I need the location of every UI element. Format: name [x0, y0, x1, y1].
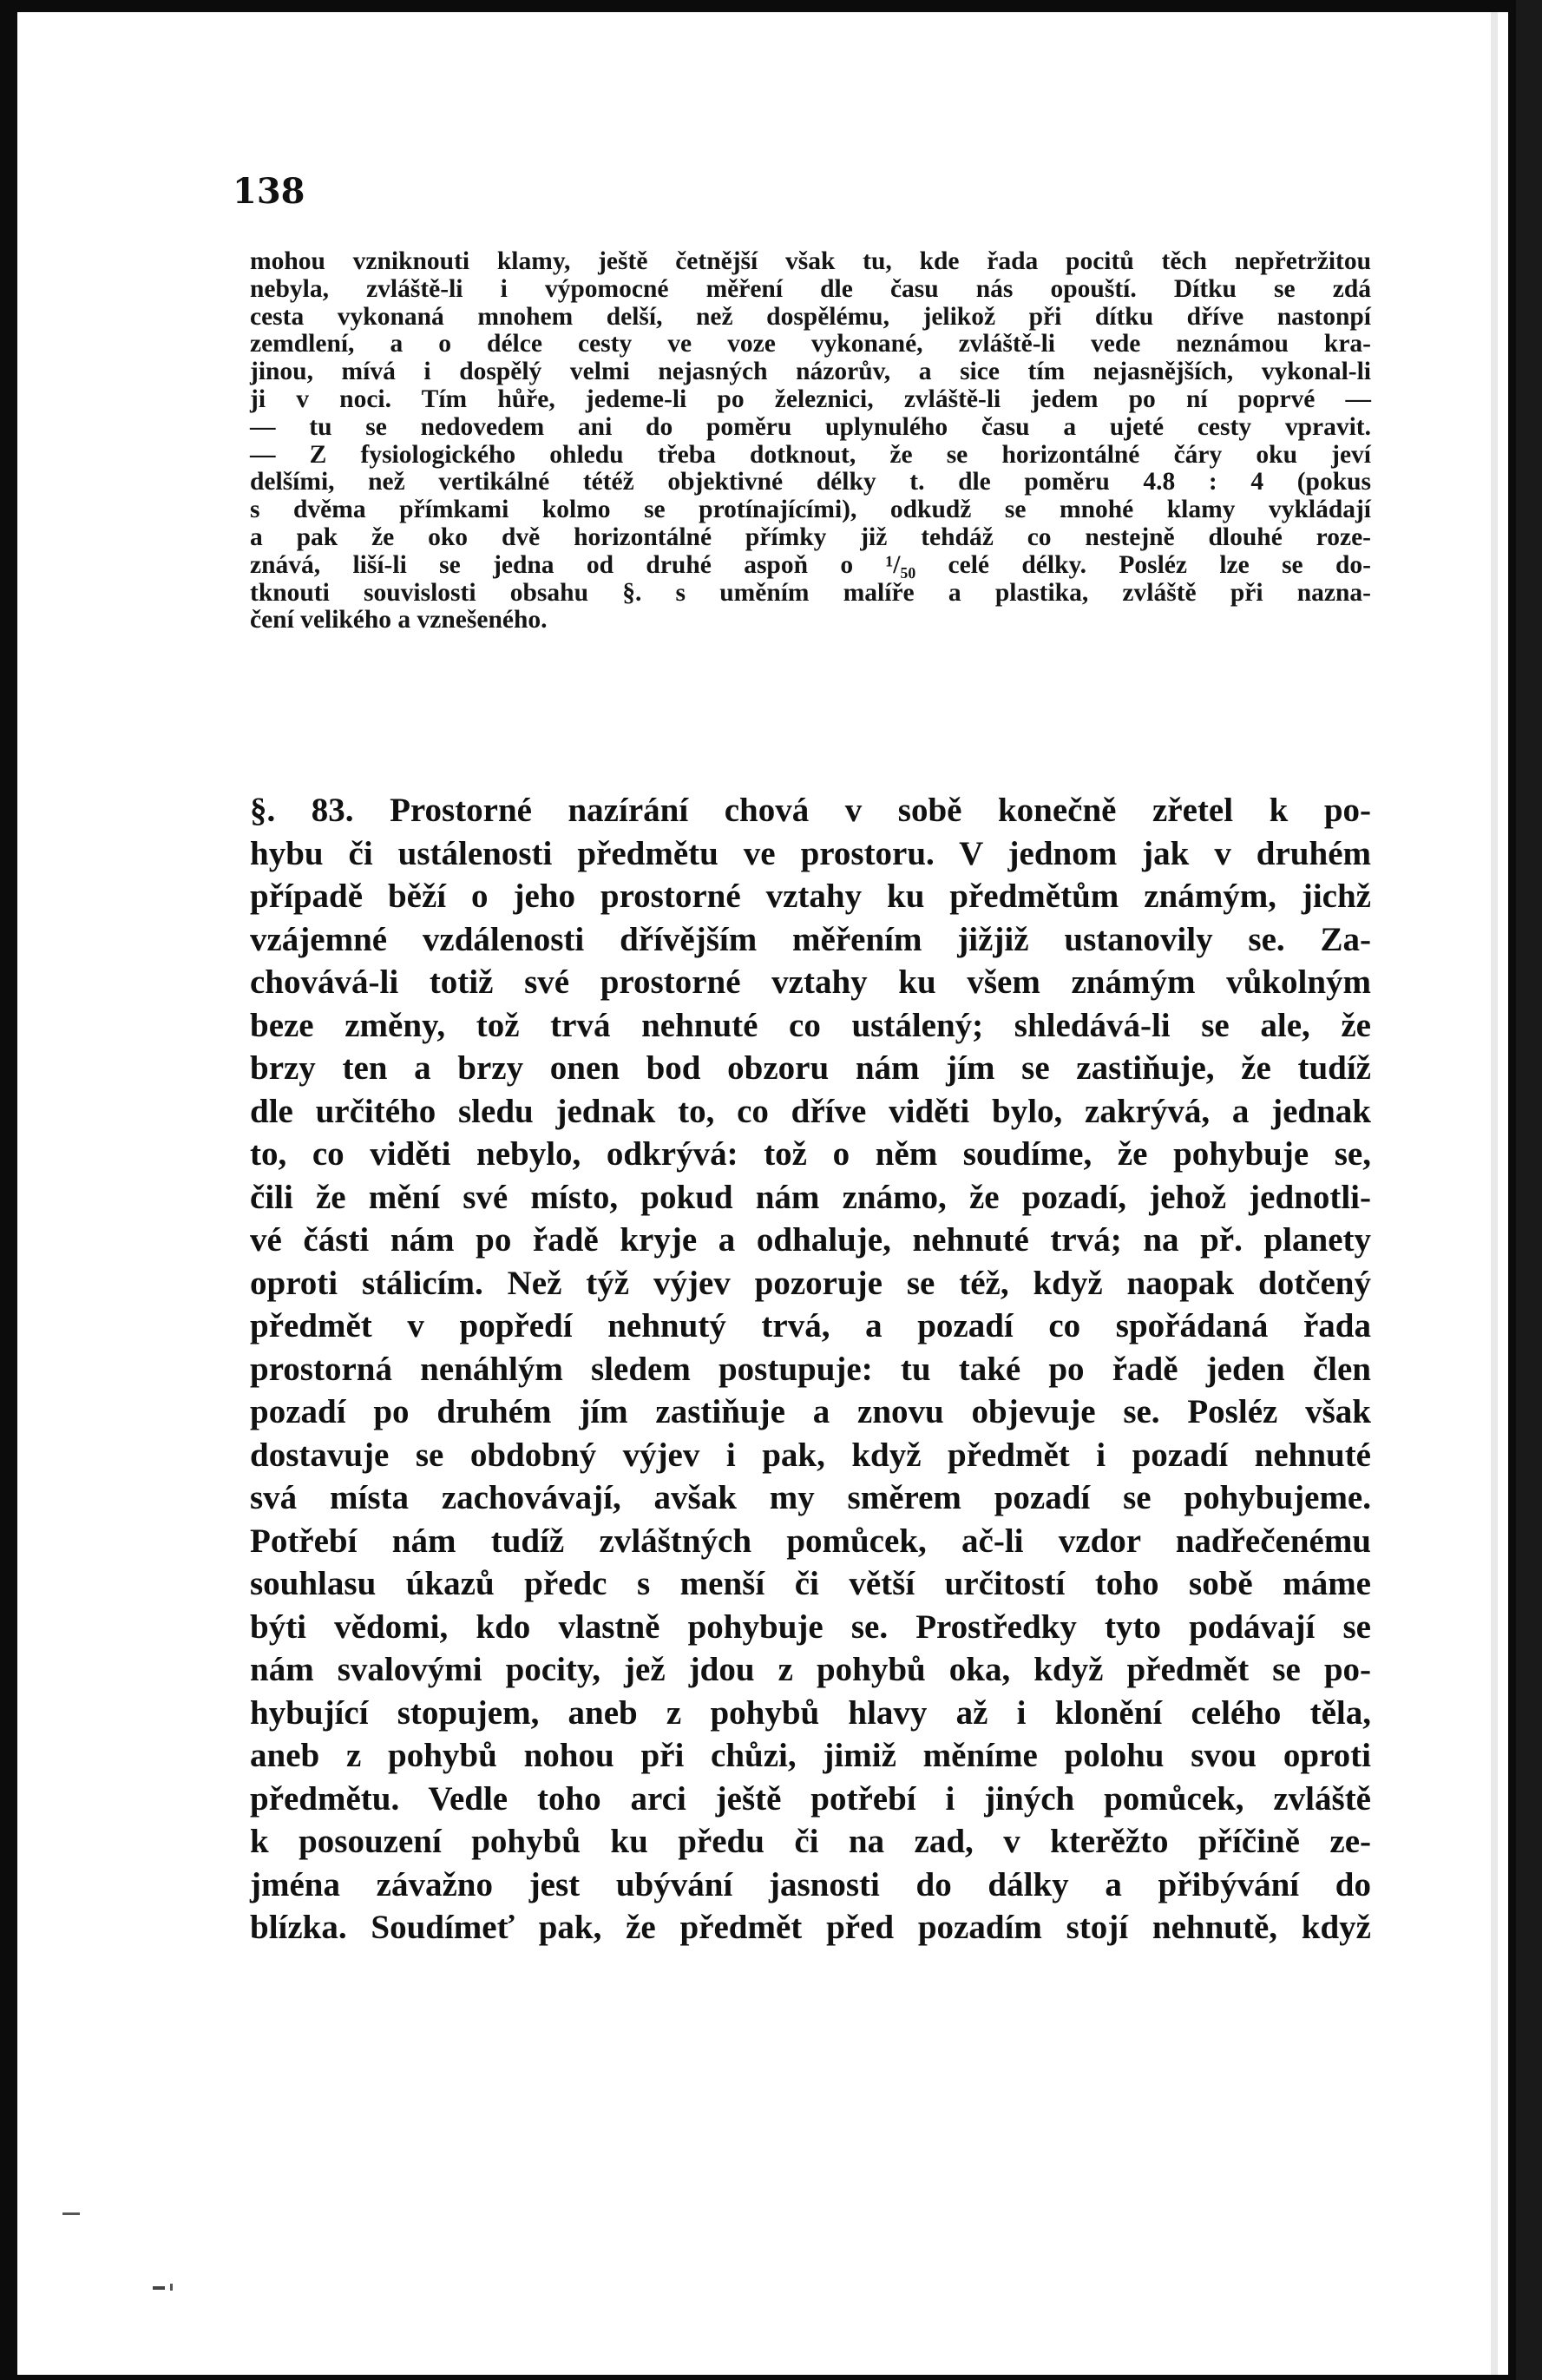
page-edge-shadow — [1491, 12, 1498, 2375]
scanner-border — [1516, 0, 1542, 2380]
text-line: případě běží o jeho prostorné vztahy ku předmětům známým, jichž — [250, 878, 1371, 915]
text-line: hybující stopujem, aneb z pohybů hlavy až i klonění celého těla, — [250, 1693, 1371, 1732]
text-line: chovává-li totiž své prostorné vztahy ku všem známým vůkolným — [250, 963, 1371, 1001]
scan-speck — [62, 2212, 80, 2215]
text-line: tknouti souvislosti obsahu §. s uměním malíře a plastika, zvláště při nazna- — [250, 578, 1371, 607]
text-line: §. 83. Prostorné nazírání chová v sobě konečně zřetel k po- — [250, 792, 1371, 829]
text-line: prostorná nenáhlým sledem postupuje: tu také po řadě jeden člen — [250, 1350, 1371, 1388]
section-83-paragraph — [250, 789, 1371, 1949]
text-line: to, co viděti nebylo, odkrývá: tož o něm soudíme, že pohybuje se, — [250, 1135, 1371, 1173]
text-line: jména závažno jest ubývání jasnosti do dálky a přibývání do — [250, 1865, 1371, 1903]
text-line: čili že mění své místo, pokud nám známo, že pozadí, jehož jednotli- — [250, 1178, 1371, 1216]
text-line: s dvěma přímkami kolmo se protínajícími), odkudž se mnohé klamy vykládají — [250, 496, 1371, 524]
text-line: brzy ten a brzy onen bod obzoru nám jím se zastiňuje, že tudíž — [250, 1049, 1371, 1087]
text-line: — tu se nedovedem ani do poměru uplynulého času a ujeté cesty vpravit. — [250, 412, 1371, 441]
text-line: předmět v popředí nehnutý trvá, a pozadí co spořádaná řada — [250, 1307, 1371, 1345]
text-line: hybu či ustálenosti předmětu ve prostoru. V jednom jak v druhém — [250, 834, 1371, 872]
text-line: souhlasu úkazů předc s menší či větší určitostí toho sobě máme — [250, 1565, 1371, 1602]
scan-speck — [170, 2284, 173, 2291]
text-line: cesta vykonaná mnohem delší, než dospělému, jelikož při dítku dříve nastonpí — [250, 302, 1371, 331]
book-page — [17, 12, 1508, 2375]
text-line: aneb z pohybů nohou při chůzi, jimiž měníme polohu svou oproti — [250, 1737, 1371, 1774]
text-line: oproti stálicím. Než týž výjev pozoruje se též, když naopak dotčený — [250, 1264, 1371, 1302]
text-line: delšími, než vertikálné tétéž objektivné délky t. dle poměru 4.8 : 4 (pokus — [250, 468, 1371, 496]
text-line: znává, liší-li se jedna od druhé aspoň o ¹/₅₀ celé délky. Posléz lze se do- — [250, 550, 1371, 579]
scan-speck — [153, 2286, 165, 2290]
text-line: dostavuje se obdobný výjev i pak, když předmět i pozadí nehnuté — [250, 1436, 1371, 1474]
page-number: 138 — [233, 171, 305, 212]
text-line: Potřebí nám tudíž zvláštných pomůcek, ač-li vzdor nadřečenému — [250, 1522, 1371, 1560]
text-line: vé části nám po řadě kryje a odhaluje, nehnuté trvá; na př. planety — [250, 1221, 1371, 1259]
text-line: dle určitého sledu jednak to, co dříve viděti bylo, zakrývá, a jednak — [250, 1092, 1371, 1130]
text-line: býti vědomi, kdo vlastně pohybuje se. Prostředky tyto podávají se — [250, 1607, 1371, 1646]
text-line: předmětu. Vedle toho arci ještě potřebí i jiných pomůcek, zvláště — [250, 1779, 1371, 1818]
text-line: a pak že oko dvě horizontálné přímky již tehdáž co nestejně dlouhé roze- — [250, 523, 1371, 551]
text-line: pozadí po druhém jím zastiňuje a znovu objevuje se. Posléz však — [250, 1393, 1371, 1430]
text-line: zemdlení, a o délce cesty ve voze vykonané, zvláště-li vede neznámou kra- — [250, 330, 1371, 358]
text-line: jinou, mívá i dospělý velmi nejasných názorův, a sice tím nejasnějších, vykonal-li — [250, 358, 1371, 386]
small-print-paragraph — [250, 248, 1371, 634]
text-line: mohou vzniknouti klamy, ještě četnější však tu, kde řada pocitů těch nepřetržitou — [250, 247, 1371, 275]
text-line: beze změny, tož trvá nehnuté co ustálený; shledává-li se ale, že — [250, 1006, 1371, 1044]
text-line: blízka. Soudímeť pak, že předmět před pozadím stojí nehnutě, když — [250, 1909, 1371, 1946]
text-line: vzájemné vzdálenosti dřívějším měřením jižjiž ustanovily se. Za- — [250, 920, 1371, 958]
text-line: čení velikého a vznešeného. — [250, 606, 548, 634]
text-line: — Z fysiologického ohledu třeba dotknout, že se horizontálné čáry oku jeví — [250, 440, 1371, 469]
text-line: nebyla, zvláště-li i výpomocné měření dle času nás opouští. Dítku se zdá — [250, 274, 1371, 303]
text-line: svá místa zachovávají, avšak my směrem pozadí se pohybujeme. — [250, 1479, 1371, 1516]
text-line: nám svalovými pocity, jež jdou z pohybů oka, když předmět se po- — [250, 1651, 1371, 1688]
text-line: ji v noci. Tím hůře, jedeme-li po železnici, zvláště-li jedem po ní poprvé — — [250, 385, 1371, 413]
text-line: k posouzení pohybů ku předu či na zad, v kterěžto příčině ze- — [250, 1823, 1371, 1860]
